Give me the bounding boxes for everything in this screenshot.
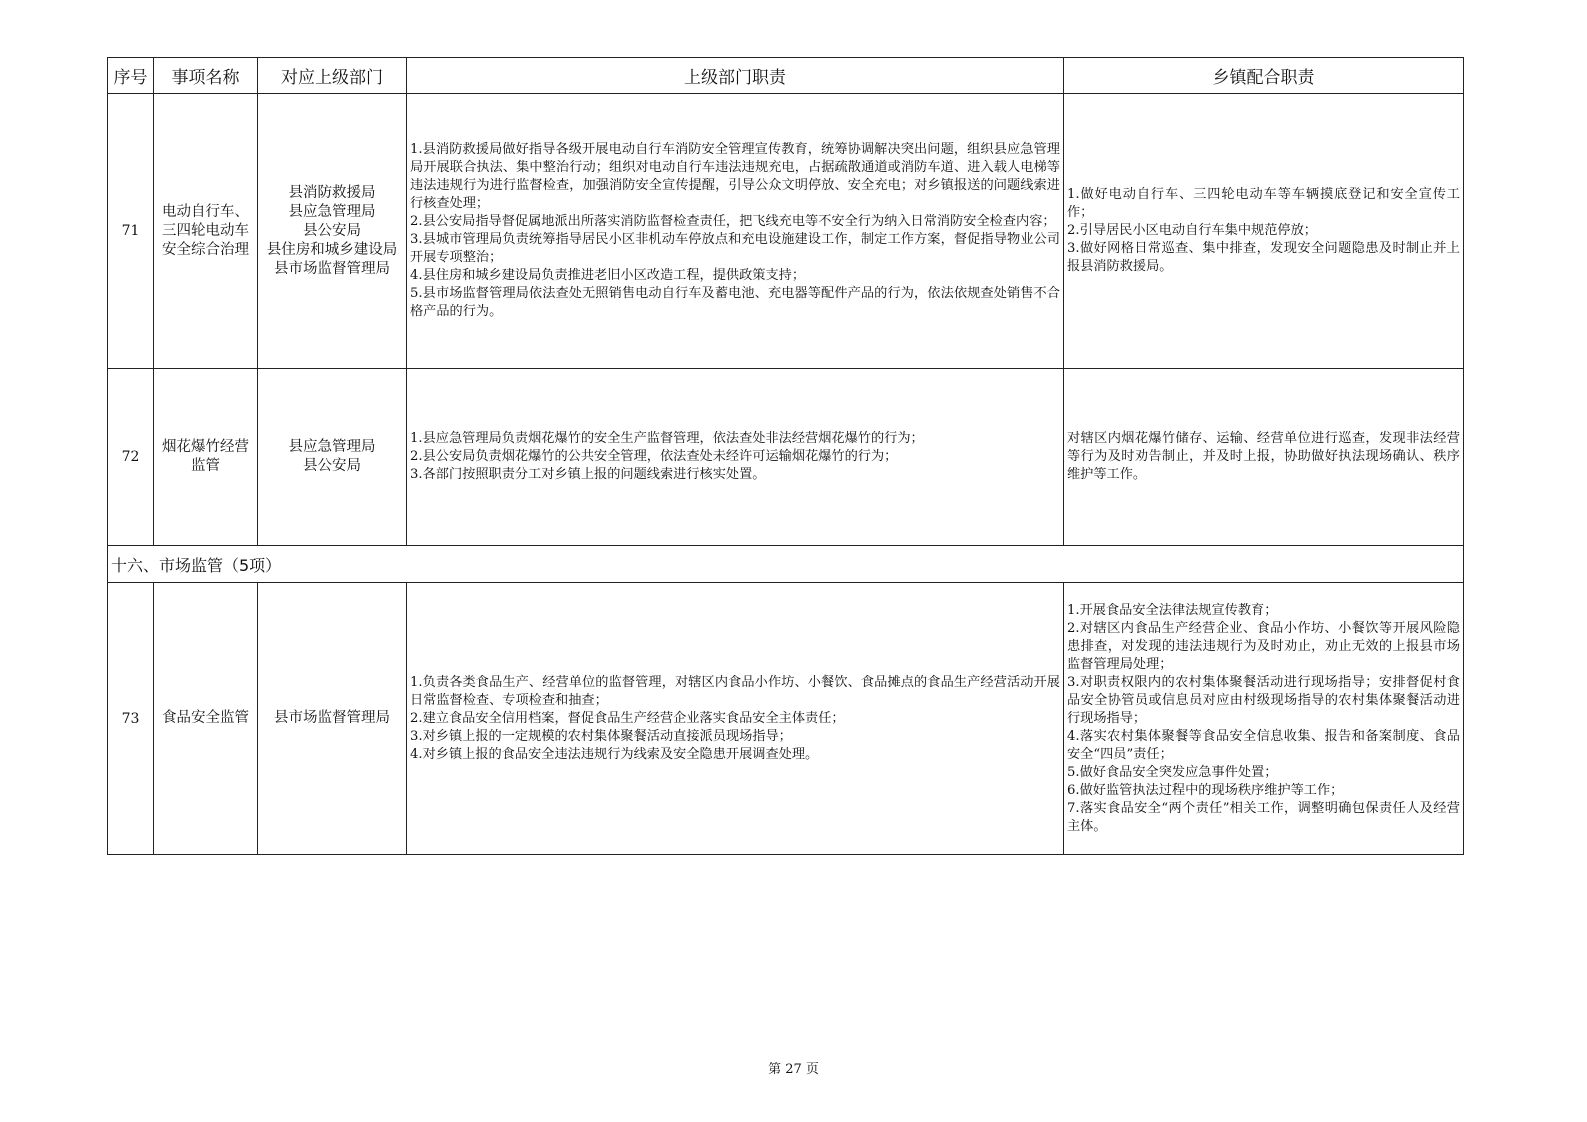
upper-duties bbox=[407, 94, 1064, 369]
item-name bbox=[154, 369, 258, 546]
duty-item: 4.县住房和城乡建设局负责推进老旧小区改造工程，提供政策支持； bbox=[410, 268, 806, 283]
header-row bbox=[108, 58, 1464, 94]
duty-item: 3.对乡镇上报的一定规模的农村集体聚餐活动直接派员现场指导； bbox=[410, 728, 792, 744]
responsibility-table bbox=[107, 57, 1464, 855]
table-row-71 bbox=[108, 94, 1464, 369]
upper-duties bbox=[407, 369, 1064, 546]
dept-line: 县市场监督管理局 bbox=[274, 710, 390, 726]
header-upper-duties: 上级部门职责 bbox=[407, 58, 1064, 94]
departments bbox=[258, 369, 407, 546]
duty-item: 1.县消防救援局做好指导各级开展电动自行车消防安全管理宣传教育，统筹协调解决突出问题，组织县应急管理局开展联合执法、集中整治行动；组织对电动自行车违法违规充电，占据疏散通道或消防车道、进入载人电梯等违法违规行为进行监督检查，加强消防安全宣传提醒，引导公众文明停放、安全充电；对乡镇报送的问题线索进行核查处理； bbox=[410, 142, 1060, 211]
town-duties bbox=[1064, 583, 1464, 855]
table-row-72 bbox=[108, 369, 1464, 546]
page-number: 第 27 页 bbox=[768, 1062, 819, 1077]
upper-duties bbox=[407, 583, 1064, 855]
section-title: 十六、市场监管（5项） bbox=[108, 546, 1464, 583]
dept-line: 县市场监督管理局 bbox=[274, 260, 390, 277]
duty-item: 2.县公安局指导督促属地派出所落实消防监督检查责任，把飞线充电等不安全行为纳入日常消防安全检查内容； bbox=[410, 214, 1056, 229]
row-number: 72 bbox=[108, 369, 154, 546]
name-line: 监管 bbox=[191, 458, 220, 474]
duty-item: 1.开展食品安全法律法规宣传教育； bbox=[1067, 602, 1278, 618]
item-name bbox=[154, 583, 258, 855]
town-duties bbox=[1064, 94, 1464, 369]
duty-item: 对辖区内烟花爆竹储存、运输、经营单位进行巡查，发现非法经营等行为及时劝告制止，并及时上报，协助做好执法现场确认、秩序维护等工作。 bbox=[1067, 431, 1460, 482]
dept-line: 县住房和城乡建设局 bbox=[266, 241, 398, 258]
town-duties bbox=[1064, 369, 1464, 546]
departments bbox=[258, 94, 407, 369]
duty-item: 5.做好食品安全突发应急事件处置； bbox=[1067, 764, 1278, 780]
header-no: 序号 bbox=[108, 58, 154, 94]
duty-item: 3.县城市管理局负责统筹指导居民小区非机动车停放点和充电设施建设工作，制定工作方案，督促指导物业公司开展专项整治； bbox=[410, 232, 1060, 265]
duty-item: 1.负责各类食品生产、经营单位的监督管理，对辖区内食品小作坊、小餐饮、食品摊点的食品生产经营活动开展日常监督检查、专项检查和抽查； bbox=[410, 674, 1060, 708]
duty-item: 4.对乡镇上报的食品安全违法违规行为线索及安全隐患开展调查处理。 bbox=[410, 746, 819, 762]
duty-item: 7.落实食品安全“两个责任”相关工作，调整明确包保责任人及经营主体。 bbox=[1067, 800, 1460, 834]
name-line: 安全综合治理 bbox=[162, 241, 249, 258]
dept-line: 县消防救援局 bbox=[288, 184, 376, 201]
departments bbox=[258, 583, 407, 855]
header-dept: 对应上级部门 bbox=[258, 58, 407, 94]
dept-line: 县应急管理局 bbox=[288, 203, 376, 220]
dept-line: 县公安局 bbox=[303, 458, 361, 474]
row-number: 73 bbox=[108, 583, 154, 855]
header-name: 事项名称 bbox=[154, 58, 258, 94]
item-name bbox=[154, 94, 258, 369]
duty-item: 1.做好电动自行车、三四轮电动车等车辆摸底登记和安全宣传工作； bbox=[1067, 187, 1460, 220]
duty-item: 6.做好监管执法过程中的现场秩序维护等工作； bbox=[1067, 782, 1344, 798]
duty-item: 2.引导居民小区电动自行车集中规范停放； bbox=[1067, 223, 1317, 238]
name-line: 烟花爆竹经营 bbox=[162, 439, 249, 455]
row-number: 71 bbox=[108, 94, 154, 369]
duty-item: 2.县公安局负责烟花爆竹的公共安全管理，依法查处未经许可运输烟花爆竹的行为； bbox=[410, 449, 898, 464]
header-town-duties: 乡镇配合职责 bbox=[1064, 58, 1464, 94]
dept-line: 县公安局 bbox=[303, 222, 361, 239]
duty-item: 2.对辖区内食品生产经营企业、食品小作坊、小餐饮等开展风险隐患排查，对发现的违法违规行为及时劝止，劝止无效的上报县市场监督管理局处理； bbox=[1067, 620, 1460, 672]
name-line: 电动自行车、 bbox=[162, 203, 249, 220]
duty-item: 2.建立食品安全信用档案，督促食品生产经营企业落实食品安全主体责任； bbox=[410, 710, 845, 726]
duty-item: 3.对职责权限内的农村集体聚餐活动进行现场指导；安排督促村食品安全协管员或信息员对应由村级现场指导的农村集体聚餐活动进行现场指导； bbox=[1067, 674, 1460, 726]
name-line: 食品安全监管 bbox=[162, 710, 249, 726]
section-row bbox=[108, 546, 1464, 583]
name-line: 三四轮电动车 bbox=[162, 222, 249, 239]
duty-item: 1.县应急管理局负责烟花爆竹的安全生产监督管理，依法查处非法经营烟花爆竹的行为； bbox=[410, 431, 924, 446]
duty-item: 5.县市场监督管理局依法查处无照销售电动自行车及蓄电池、充电器等配件产品的行为，依法依规查处销售不合格产品的行为。 bbox=[410, 286, 1060, 319]
dept-line: 县应急管理局 bbox=[288, 439, 376, 455]
duty-item: 4.落实农村集体聚餐等食品安全信息收集、报告和备案制度、食品安全“四员”责任； bbox=[1067, 728, 1460, 762]
duty-item: 3.各部门按照职责分工对乡镇上报的问题线索进行核实处置。 bbox=[410, 467, 766, 482]
table-row-73 bbox=[108, 583, 1464, 855]
duty-item: 3.做好网格日常巡查、集中排查，发现安全问题隐患及时制止并上报县消防救援局。 bbox=[1067, 241, 1460, 274]
